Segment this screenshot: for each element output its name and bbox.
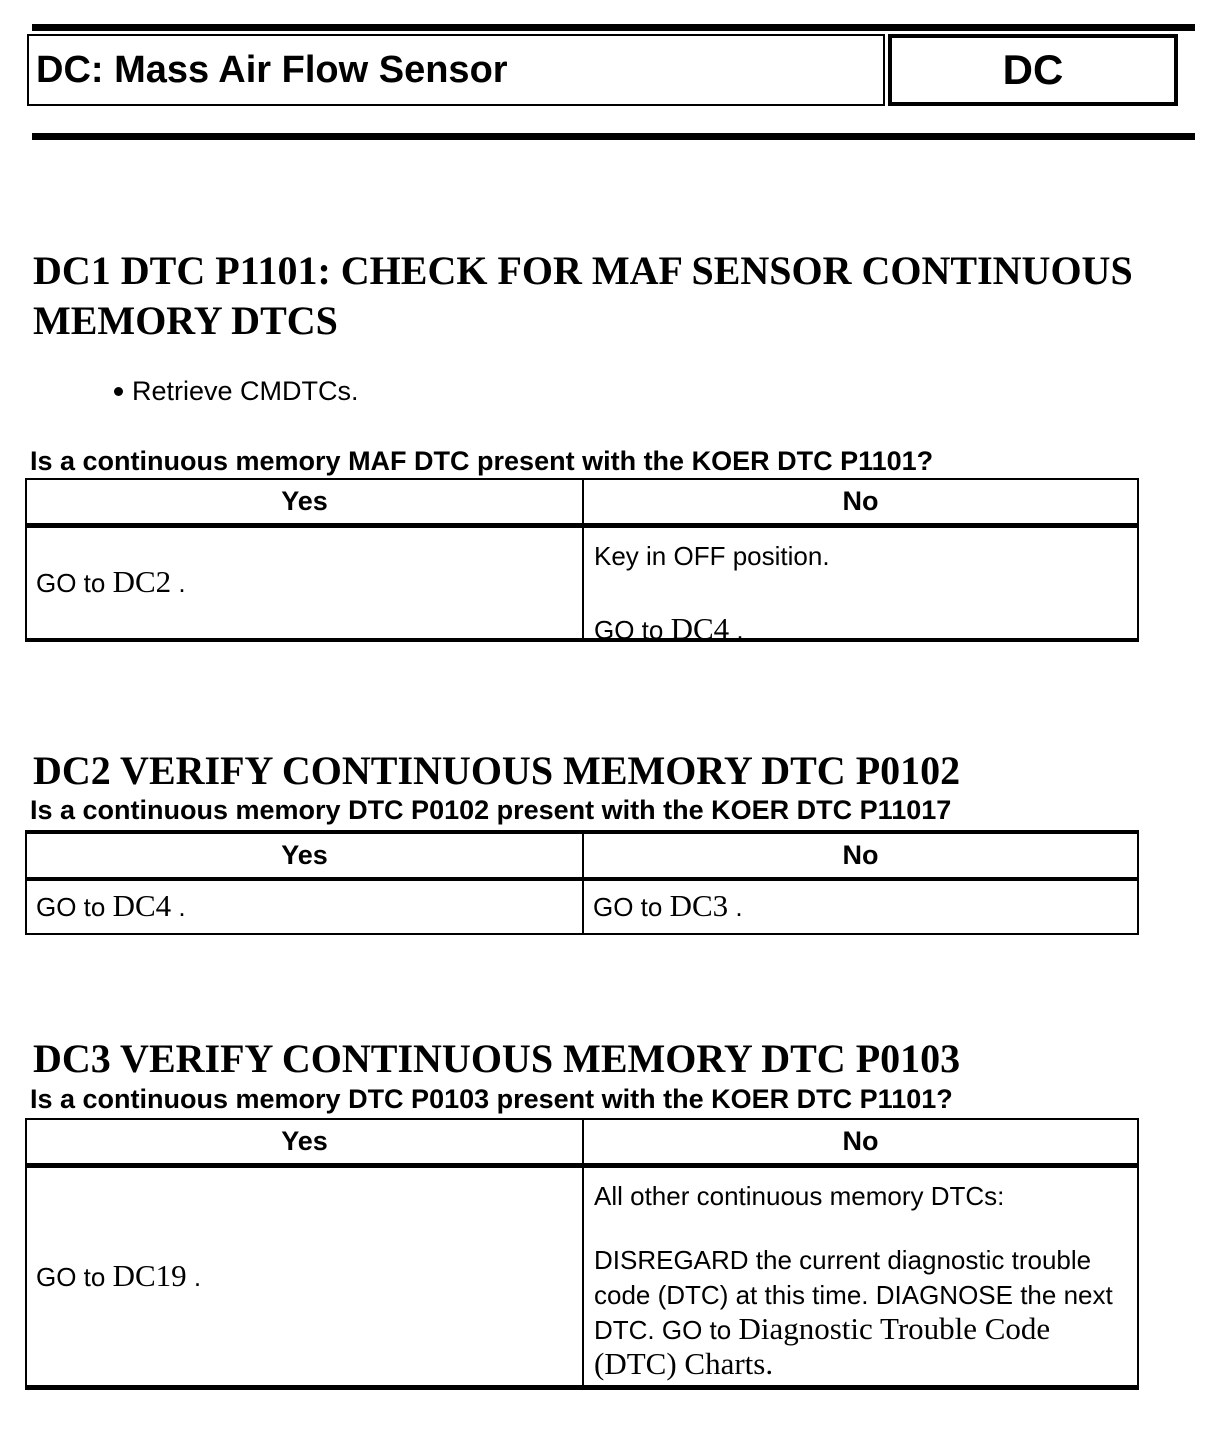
section-heading-dc1: DC1 DTC P1101: CHECK FOR MAF SENSOR CONTINUOUS MEMORY DTCS bbox=[33, 248, 1133, 343]
yes-cell bbox=[27, 528, 584, 638]
no-paragraph bbox=[594, 1243, 1127, 1383]
dc2-link[interactable]: DC2 bbox=[112, 564, 172, 599]
period-text: . bbox=[186, 1261, 202, 1292]
section-heading-dc3: DC3 VERIFY CONTINUOUS MEMORY DTC P0103 bbox=[33, 1036, 961, 1081]
bullet-item-retrieve-cmdtcs bbox=[114, 376, 359, 407]
go-to-text: GO to bbox=[594, 615, 671, 645]
dc19-link[interactable]: DC19 bbox=[112, 1257, 187, 1293]
yes-cell bbox=[27, 881, 584, 933]
dtc-charts-link[interactable]: Diagnostic Trouble Code (DTC) Charts bbox=[594, 1311, 1051, 1381]
decision-table-dc2 bbox=[25, 830, 1139, 935]
section-code: DC bbox=[1002, 46, 1064, 93]
question-dc2: Is a continuous memory DTC P0102 present with the KOER DTC P11017 bbox=[30, 795, 952, 825]
decision-table-dc3 bbox=[25, 1118, 1139, 1390]
period-text: . bbox=[171, 568, 186, 598]
bullet-text: Retrieve CMDTCs. bbox=[132, 376, 359, 406]
top-rule bbox=[32, 24, 1195, 31]
yes-column-header: Yes bbox=[27, 1120, 584, 1163]
table-body-row bbox=[27, 1168, 1137, 1385]
section-heading-dc2: DC2 VERIFY CONTINUOUS MEMORY DTC P0102 bbox=[33, 748, 961, 793]
no-cell bbox=[584, 1168, 1137, 1385]
dc4-link[interactable]: DC4 bbox=[112, 888, 172, 923]
yes-column-header: Yes bbox=[27, 480, 584, 523]
question-dc1: Is a continuous memory MAF DTC present with the KOER DTC P1101? bbox=[30, 446, 934, 476]
bullet-icon bbox=[114, 387, 123, 396]
page-title: DC: Mass Air Flow Sensor bbox=[36, 48, 508, 91]
go-to-text: GO to bbox=[36, 1261, 113, 1292]
no-column-header: No bbox=[842, 1126, 879, 1156]
section-code-badge bbox=[888, 34, 1178, 106]
go-to-text: GO to bbox=[593, 892, 670, 922]
period-text: . bbox=[729, 615, 744, 645]
period-text: . bbox=[765, 1346, 774, 1381]
yes-action bbox=[36, 566, 186, 600]
go-to-text: GO to bbox=[36, 568, 113, 598]
header-bottom-rule bbox=[32, 133, 1195, 140]
yes-action bbox=[36, 890, 186, 924]
no-column-header: No bbox=[842, 840, 879, 870]
no-instruction: All other continuous memory DTCs: bbox=[594, 1181, 1005, 1211]
table-header-row bbox=[27, 834, 1137, 881]
question-dc3: Is a continuous memory DTC P0103 present with the KOER DTC P1101? bbox=[30, 1084, 953, 1114]
no-action bbox=[594, 613, 1127, 647]
page-title-cell bbox=[27, 34, 885, 106]
yes-action bbox=[36, 1257, 202, 1294]
no-cell bbox=[584, 528, 1137, 646]
table-header-row bbox=[27, 1120, 1137, 1168]
table-header-row bbox=[27, 480, 1137, 528]
no-column-header: No bbox=[842, 486, 879, 516]
no-action bbox=[593, 890, 743, 924]
page-header bbox=[27, 34, 1178, 106]
no-cell bbox=[584, 881, 1137, 933]
yes-cell bbox=[27, 1168, 584, 1385]
no-instruction: Key in OFF position. bbox=[594, 541, 830, 571]
dc4-link[interactable]: DC4 bbox=[670, 611, 730, 646]
dc3-link[interactable]: DC3 bbox=[669, 888, 729, 923]
period-text: . bbox=[171, 892, 186, 922]
period-text: . bbox=[728, 892, 743, 922]
yes-column-header: Yes bbox=[27, 834, 584, 877]
table-body-row bbox=[27, 528, 1137, 646]
go-to-text: GO to bbox=[36, 892, 113, 922]
decision-table-dc1 bbox=[25, 478, 1139, 646]
disregard-text: DISREGARD the current diagnostic trouble code (DTC) at this time. DIAGNOSE the next DTC. GO to bbox=[594, 1245, 1113, 1345]
table-body-row bbox=[27, 881, 1137, 933]
